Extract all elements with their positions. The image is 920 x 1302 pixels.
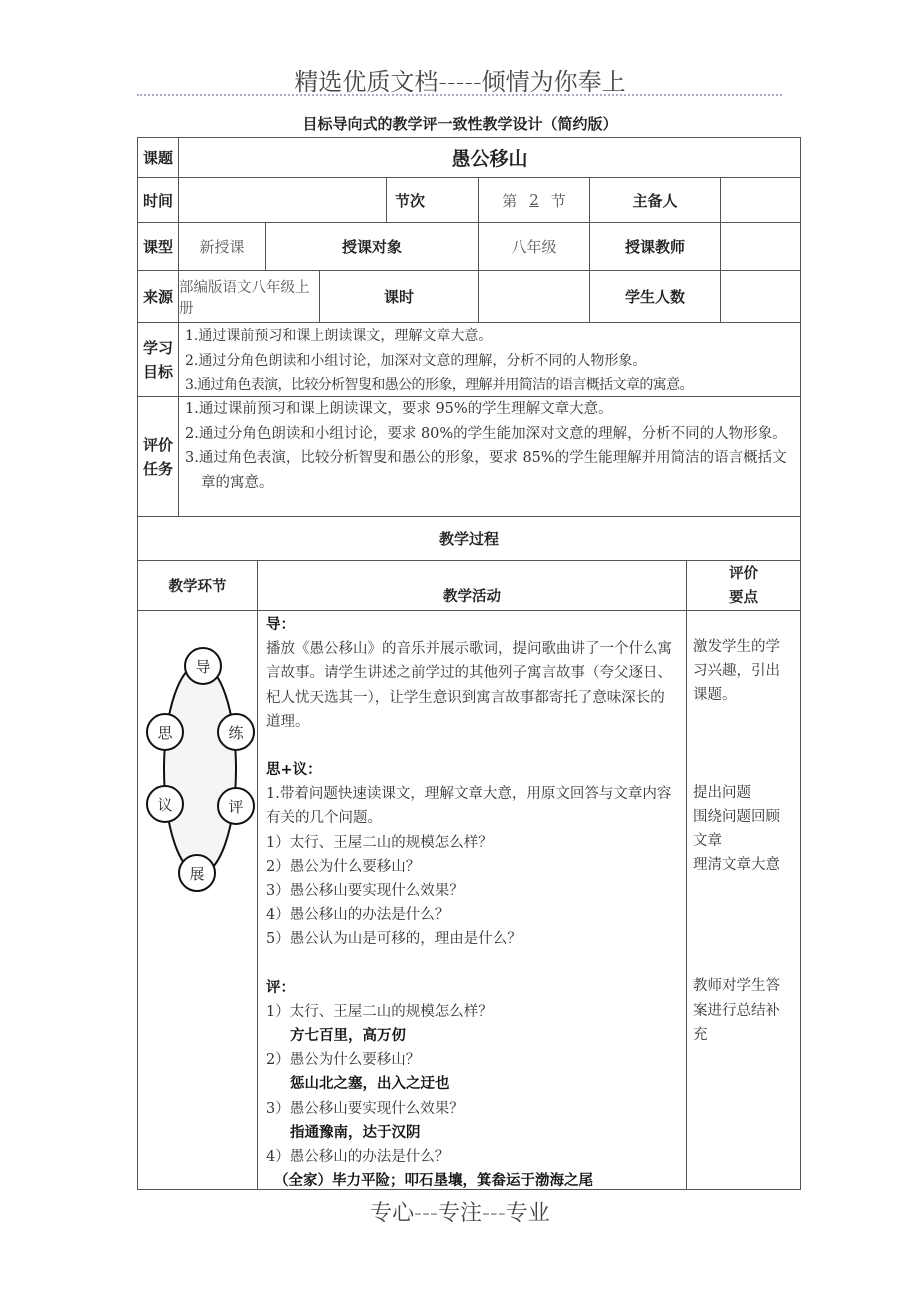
goals-list [178,322,801,397]
teacher-value [720,222,801,271]
review-answer: 方七百里，高万仞 [290,1028,406,1045]
goal-item: 3.通过角色表演，比较分析智叟和愚公的形象，理解并用简洁的语言概括文章的寓意。 [185,377,693,393]
section-ping-heading: 评： [266,979,295,996]
session-number: 2 [529,191,539,209]
section-siyi-intro: 1.带着问题快速读课文，理解文章大意，用原文回答与文章内容有关的几个问题。 [266,786,672,827]
cycle-label: 评 [228,798,244,816]
session-suffix: 节 [550,191,566,210]
cycle-ellipse [164,664,236,874]
goals-label-line2: 目标 [142,362,173,381]
tasks-label [137,396,179,517]
eval-cell [686,610,801,1190]
eval-point-2: 提出问题 [693,784,751,801]
header-divider [137,94,782,96]
review-question: 4）愚公移山的办法是什么？ [266,1149,450,1166]
students-label: 学生人数 [589,270,721,323]
goals-label [137,322,179,397]
page-footer: 专心---专注---专业 [370,1201,550,1226]
section-siyi-heading: 思+议： [266,762,322,779]
eval-point-2: 理清文章大意 [693,857,780,874]
question-item: 4）愚公移山的办法是什么？ [266,907,450,924]
question-item: 2）愚公为什么要移山？ [266,858,421,875]
activity-cell [257,610,687,1190]
review-question: 3）愚公移山要实现什么效果？ [266,1100,464,1117]
audience-value: 八年级 [478,222,590,271]
source-value: 部编版语文八年级上册 [178,270,320,323]
session-label: 节次 [386,177,479,223]
tasks-label-line1: 评价 [142,435,173,454]
cycle-label: 导 [195,658,211,676]
document-title: 目标导向式的教学评一致性教学设计（简约版） [302,115,618,133]
section-dao-heading: 导： [266,617,295,633]
tasks-list [178,396,801,517]
review-question: 1）太行、王屋二山的规模怎么样？ [266,1003,493,1020]
eval-point-1: 激发学生的学习兴趣，引出课题。 [693,639,780,704]
cycle-label: 议 [157,796,173,814]
cycle-label: 思 [157,724,173,742]
eval-point-3: 教师对学生答案进行总结补充 [693,978,780,1043]
type-label: 课型 [137,222,179,271]
col-header-eval [686,560,801,611]
tasks-label-line2: 任务 [142,459,173,478]
cycle-label: 练 [228,724,244,742]
topic-label: 课题 [137,137,179,178]
cycle-label: 展 [189,865,205,883]
question-item: 3）愚公移山要实现什么效果？ [266,883,464,900]
goals-label-line1: 学习 [142,338,173,357]
session-value [478,177,590,223]
question-item: 1）太行、王屋二山的规模怎么样？ [266,834,493,851]
section-dao-text: 播放《愚公移山》的音乐并展示歌词，提问歌曲讲了一个什么寓言故事。请学生讲述之前学过的其他列子寓言故事（夸父逐日、杞人忧天选其一），让学生意识到寓言故事都寄托了意味深长的道理。 [266,641,672,730]
task-item: 2.通过分角色朗读和小组讨论，要求 80%的学生能加深对文意的理解，分析不同的人物形象。 [185,425,787,442]
task-item: 1.通过课前预习和课上朗读课文，要求 95%的学生理解文章大意。 [185,401,613,417]
teaching-cycle-diagram [138,611,259,1191]
page-header: 精选优质文档-----倾情为你奉上 [294,68,626,96]
col-header-eval-line2: 要点 [729,589,758,606]
teacher-label: 授课教师 [589,222,721,271]
col-header-stage: 教学环节 [137,560,258,611]
hours-value [478,270,590,323]
students-value [720,270,801,323]
source-label: 来源 [137,270,179,323]
eval-point-2: 围绕问题回顾文章 [693,808,780,850]
col-header-activity: 教学活动 [257,560,687,611]
question-item: 5）愚公认为山是可移的，理由是什么？ [266,931,522,948]
time-label: 时间 [137,177,179,223]
goal-item: 2.通过分角色朗读和小组讨论，加深对文意的理解，分析不同的人物形象。 [185,352,647,369]
task-item: 3.通过角色表演，比较分析智叟和愚公的形象，要求 85%的学生能理解并用简洁的语言概括文章的寓意。 [185,450,787,491]
review-answer: （全家）毕力平险；叩石垦壤，箕畚运于渤海之尾 [274,1173,593,1190]
preparer-value [720,177,801,223]
preparer-label: 主备人 [589,177,721,223]
audience-label: 授课对象 [265,222,479,271]
stage-cell [137,610,258,1190]
hours-label: 课时 [319,270,479,323]
review-question: 2）愚公为什么要移山？ [266,1052,421,1069]
type-value: 新授课 [178,222,266,271]
goal-item: 1.通过课前预习和课上朗读课文，理解文章大意。 [185,328,493,344]
time-value [178,177,387,223]
session-prefix: 第 [502,191,518,210]
process-title: 教学过程 [137,516,801,561]
col-header-eval-line1: 评价 [729,565,758,582]
review-answer: 指通豫南，达于汉阴 [290,1124,421,1141]
topic-value: 愚公移山 [178,137,801,178]
review-answer: 惩山北之塞，出入之迂也 [290,1076,450,1093]
